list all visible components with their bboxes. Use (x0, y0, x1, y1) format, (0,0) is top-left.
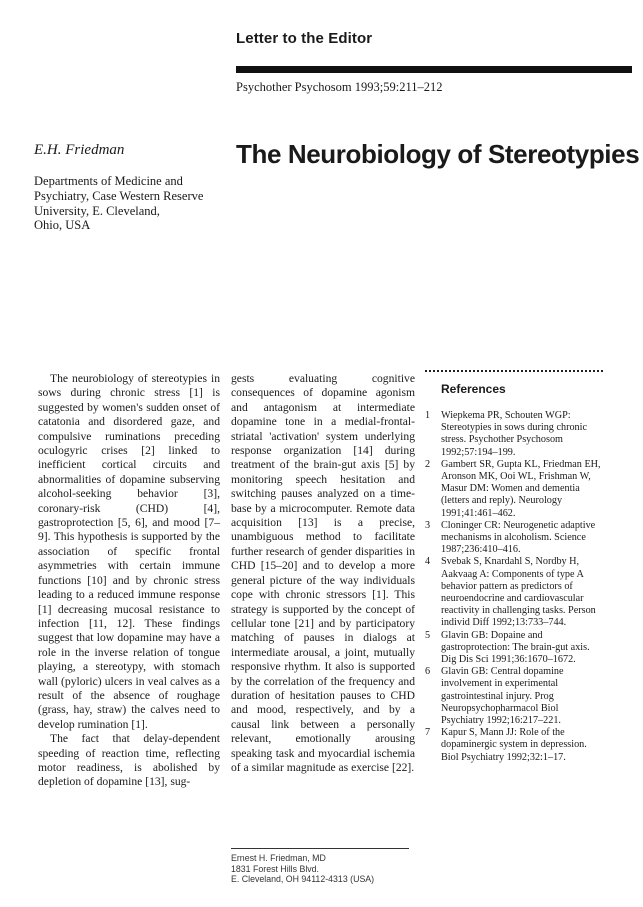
journal-citation: Psychother Psychosom 1993;59:211–212 (236, 80, 443, 94)
header-rule (236, 66, 632, 73)
correspondence-address (231, 853, 374, 885)
reference-item (425, 520, 603, 557)
body-column-2 (231, 372, 415, 775)
reference-list (425, 410, 603, 764)
body-column-1 (38, 372, 220, 790)
reference-item (425, 666, 603, 727)
address-line: Ernest H. Friedman, MD (231, 853, 326, 863)
reference-number: 6 (425, 666, 431, 678)
reference-text: Gambert SR, Gupta KL, Friedman EH, Aronson MK, Ooi WL, Frishman W, Masur DM: Women and dementia (letters and reply). Neurology 1991;41:461–462. (441, 458, 601, 519)
reference-number: 5 (425, 629, 431, 641)
reference-number: 3 (425, 519, 431, 531)
reference-text: Glavin GB: Dopaine and gastroprotection: The brain-gut axis. Dig Dis Sci 1991;36:1670–1672. (441, 629, 590, 666)
reference-text: Kapur S, Mann JJ: Role of the dopaminergic system in depression. Biol Psychiatry 1992;32:1–17. (441, 727, 587, 763)
footer-rule (231, 848, 409, 849)
address-line: E. Cleveland, OH 94112-4313 (USA) (231, 874, 375, 885)
reference-text: Svebak S, Knardahl S, Nordby H, Aakvaag A: Components of type A behavior pattern as predictors of neuroendocrine and cardiovascular reactivity in challenging tasks. Person individ Diff 1992;13:733–744. (441, 556, 596, 629)
references-divider (425, 370, 603, 374)
reference-item (425, 727, 603, 764)
address-line: 1831 Forest Hills Blvd. (231, 863, 320, 874)
affiliation-line: Departments of Medicine and (34, 174, 183, 188)
reference-item (425, 556, 603, 629)
reference-text: Cloninger CR: Neurogenetic adaptive mechanisms in alcoholism. Science 1987;236:410–416. (441, 519, 596, 556)
reference-text: Wiepkema PR, Schouten WGP: Stereotypies in sows during chronic stress. Psychother Psychosom 1992;57:194–199. (441, 410, 587, 458)
section-label: Letter to the Editor (236, 30, 373, 47)
reference-number: 4 (425, 556, 431, 568)
references-heading: References (441, 382, 506, 396)
body-paragraph: The neurobiology of stereotypies in sows during chronic stress [1] is suggested by women's sudden onset of catatonia and disordered gaze, and compulsive ruminations preceding oculogyric crises [2] linked to inefficient cortical circuits and abnormalities of dopamine subserving alcohol-seeking behavior [3], coronary-risk (CHD) [4], gastroprotection [5, 6], and mood [7–9]. This hypothesis is supported by the association of specific frontal asymmetries with certain immune functions [10] and by chronic stress leading to a reduced immune response [1] decreasing mucosal resistance to infection [11, 12]. These findings suggest that low dopamine may have a role in the inverse relation of tongue playing, a stereotypy, with stomach wall (pyloric) ulcers in veal calves as a result of the absence of roughage (grass, hay, straw) the calves need to develop rumination [1]. (38, 372, 220, 731)
reference-item (425, 630, 603, 667)
body-paragraph: The fact that delay-dependent speeding of reaction time, reflecting motor readiness, is abolished by depletion of dopamine [13], sug- (38, 732, 220, 789)
article-title: The Neurobiology of Stereotypies (236, 139, 640, 169)
author-affiliation (34, 174, 224, 233)
affiliation-line: Ohio, USA (34, 218, 91, 233)
reference-number: 7 (425, 727, 431, 739)
reference-item (425, 410, 603, 459)
affiliation-line: University, E. Cleveland, (34, 203, 160, 218)
reference-number: 1 (425, 410, 431, 421)
reference-item (425, 459, 603, 520)
reference-text: Glavin GB: Central dopamine involvement in experimental gastrointestinal injury. Prog Neuropsychopharmacol Biol Psychiatry 1992;16:217–221. (441, 666, 564, 727)
body-paragraph: gests evaluating cognitive consequences of dopamine agonism and antagonism at intermediate dopamine tone in a medial-frontal-striatal 'activation' system underlying response organization [14] during treatment of the brain-gut axis [5] by monitoring speech hesitation and switching pauses analyzed on a time-base by a microcomputer. Remote data acquisition [13] is a precise, unambiguous method to facilitate further research of gender disparities in CHD [15–20] and to develop a more general picture of the way individuals cope with chronic stressors [1]. This strategy is supported by the concept of cellular tone [21] and by participatory matching of pauses in dialogs at intermediate arousal, a joint, mutually responsive rhythm. It also is supported by the correlation of the frequency and duration of hesitation pauses to CHD and mood, respectively, and by a causal link between a personally relevant, emotionally arousing speaking task and myocardial ischemia of a similar magnitude as exercise [22]. (231, 372, 415, 774)
reference-number: 2 (425, 458, 431, 470)
author-name: E.H. Friedman (34, 142, 125, 158)
affiliation-line: Psychiatry, Case Western Reserve (34, 188, 204, 203)
